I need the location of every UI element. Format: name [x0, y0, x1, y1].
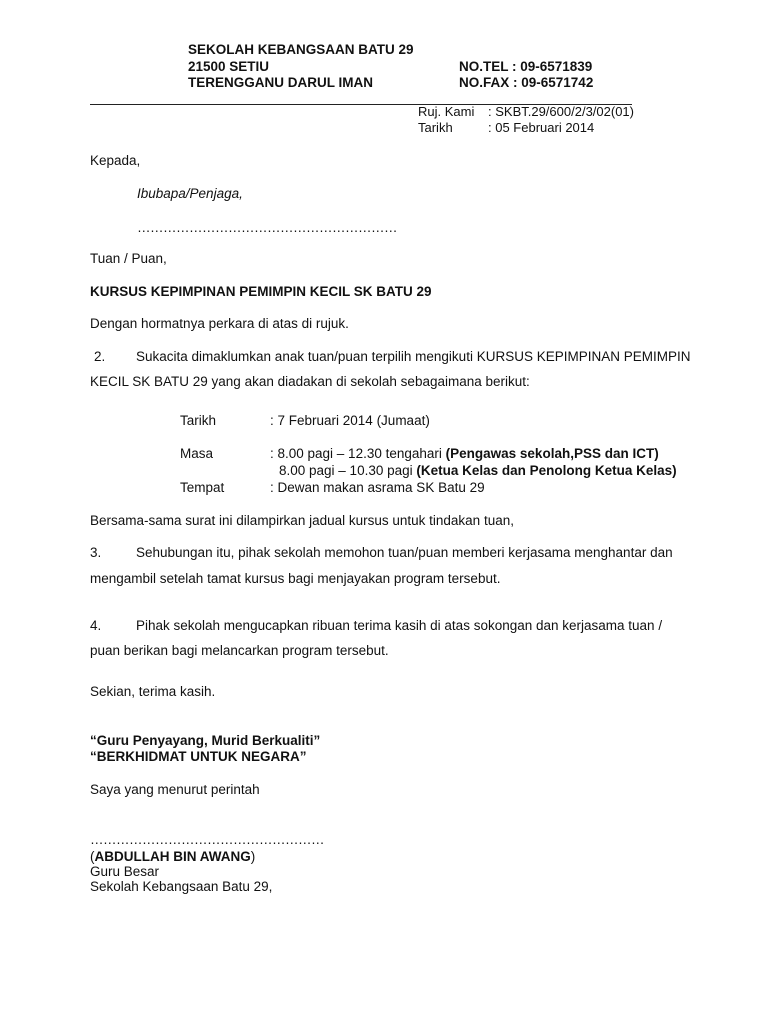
- para2-number: 2.: [94, 349, 106, 364]
- para2-line-1: Sukacita dimaklumkan anak tuan/puan terpilih mengikuti KURSUS KEPIMPINAN PEMIMPIN: [136, 349, 691, 364]
- masa-time-2: 8.00 pagi – 10.30 pagi: [279, 463, 417, 478]
- address-line-1: 21500 SETIU: [188, 59, 270, 74]
- para3-line-1: Sehubungan itu, pihak sekolah memohon tuan/puan memberi kerjasama menghantar dan: [136, 545, 673, 560]
- date-label: Tarikh: [418, 120, 453, 135]
- open-paren: (: [90, 849, 95, 864]
- intro-paragraph: Dengan hormatnya perkara di atas di rujuk.: [90, 316, 349, 331]
- tempat-label: Tempat: [180, 480, 225, 495]
- addressee: Ibubapa/Penjaga,: [137, 186, 243, 201]
- masa-value-1: [270, 446, 659, 461]
- tarikh-label: Tarikh: [180, 413, 217, 428]
- ref-label: Ruj. Kami: [418, 104, 475, 119]
- school-name: SEKOLAH KEBANGSAAN BATU 29: [188, 42, 414, 57]
- para4-number: 4.: [90, 618, 102, 633]
- salutation: Tuan / Puan,: [90, 251, 167, 266]
- para4-line-1: Pihak sekolah mengucapkan ribuan terima kasih di atas sokongan dan kerjasama tuan /: [136, 618, 663, 633]
- masa-value-2: [279, 463, 677, 478]
- attachment-note: Bersama-sama surat ini dilampirkan jadual kursus untuk tindakan tuan,: [90, 513, 514, 528]
- addressee-dotted-line: ……………………………………………………: [137, 220, 397, 235]
- motto-1: “Guru Penyayang, Murid Berkualiti”: [90, 733, 321, 748]
- ref-value: : SKBT.29/600/2/3/02(01): [488, 104, 634, 119]
- signature-dotted-line: ………………………………………………: [90, 832, 324, 847]
- address-line-2: TERENGGANU DARUL IMAN: [188, 75, 373, 90]
- masa-time-1: : 8.00 pagi – 12.30 tengahari: [270, 446, 446, 461]
- signatory-school: Sekolah Kebangsaan Batu 29,: [90, 879, 273, 894]
- signatory-title: Guru Besar: [90, 864, 160, 879]
- tempat-value: : Dewan makan asrama SK Batu 29: [270, 480, 485, 495]
- fax-number: NO.FAX : 09-6571742: [459, 75, 594, 90]
- signatory-name-line: [90, 849, 255, 864]
- motto-2: “BERKHIDMAT UNTUK NEGARA”: [90, 749, 307, 764]
- subject-heading: KURSUS KEPIMPINAN PEMIMPIN KECIL SK BATU 29: [90, 284, 432, 299]
- closing-line: Sekian, terima kasih.: [90, 684, 216, 699]
- masa-label: Masa: [180, 446, 214, 461]
- date-line: [418, 120, 594, 135]
- telephone-number: NO.TEL : 09-6571839: [459, 59, 593, 74]
- signatory-name: ABDULLAH BIN AWANG: [94, 849, 251, 864]
- obedient-line: Saya yang menurut perintah: [90, 782, 260, 797]
- tarikh-value: : 7 Februari 2014 (Jumaat): [270, 413, 430, 428]
- close-paren: ): [250, 849, 256, 864]
- masa-group-1: (Pengawas sekolah,PSS dan ICT): [445, 446, 659, 461]
- reference-line: [418, 104, 634, 119]
- para4-line-2: puan berikan bagi melancarkan program tersebut.: [90, 643, 389, 658]
- masa-group-2: (Ketua Kelas dan Penolong Ketua Kelas): [416, 463, 677, 478]
- kepada-label: Kepada,: [90, 153, 141, 168]
- date-value: : 05 Februari 2014: [488, 120, 595, 135]
- para3-number: 3.: [90, 545, 102, 560]
- para2-line-2: KECIL SK BATU 29 yang akan diadakan di sekolah sebagaimana berikut:: [90, 374, 530, 389]
- para3-line-2: mengambil setelah tamat kursus bagi menjayakan program tersebut.: [90, 571, 501, 586]
